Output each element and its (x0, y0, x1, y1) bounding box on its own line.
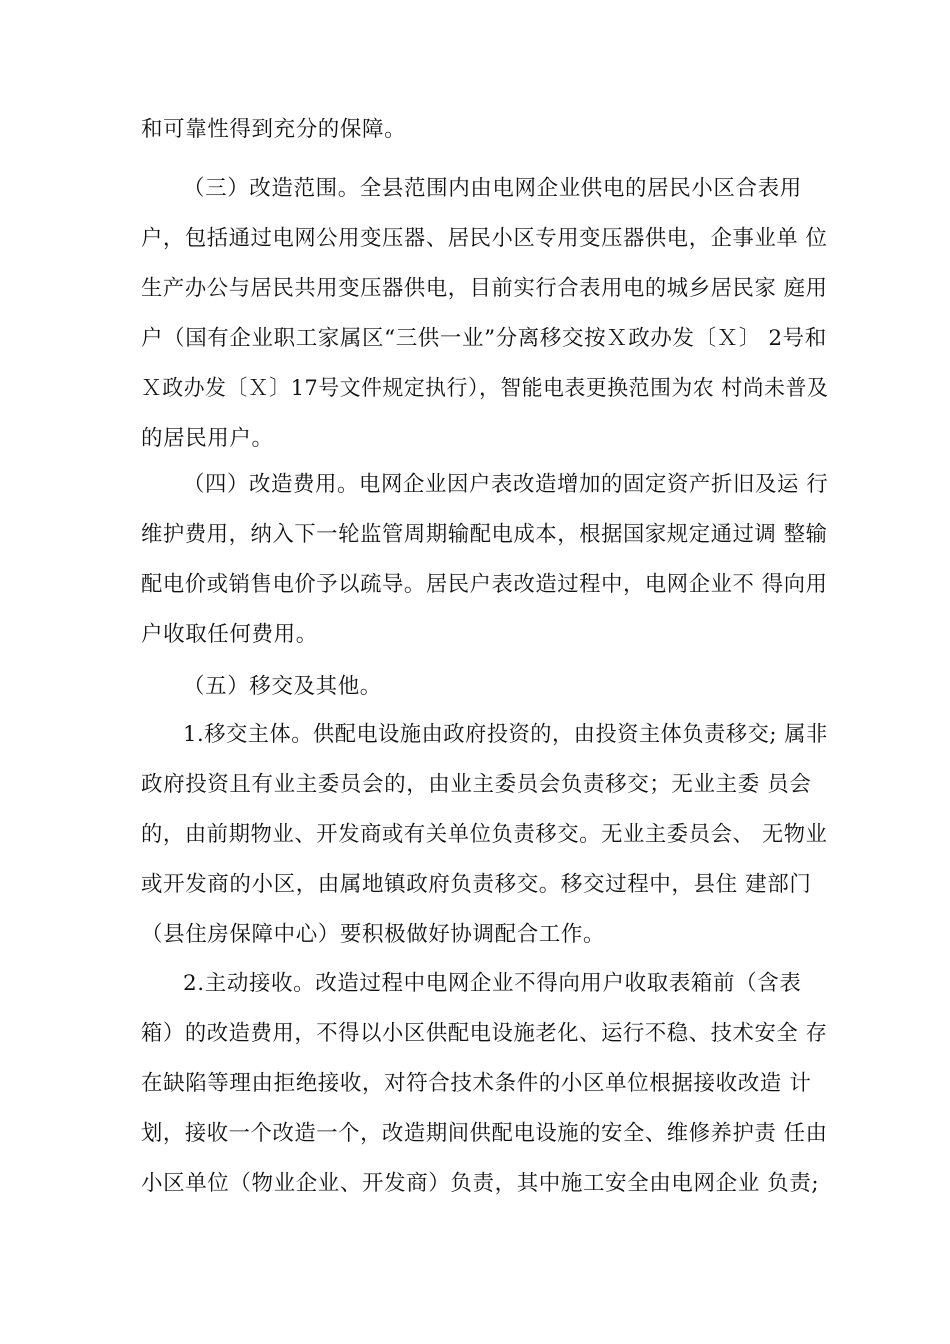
paragraph-line-14: 政府投资且有业主委员会的，由业主委员会负责移交；无业主委 员会 (141, 772, 812, 797)
paragraph-line-7: 的居民用户。 (141, 426, 274, 451)
paragraph-line-5: 户（国有企业职工家属区“三供一业”分离移交按Ｘ政办发〔Ｘ〕 2号和 (141, 326, 827, 351)
paragraph-line-8: （四）改造费用。电网企业因户表改造增加的固定资产折旧及运 行 (183, 472, 829, 497)
paragraph-line-4: 生产办公与居民共用变压器供电，目前实行合表用电的城乡居民家 庭用 (141, 276, 828, 301)
paragraph-line-10: 配电价或销售电价予以疏导。居民户表改造过程中，电网企业不 得向用 (141, 572, 828, 597)
paragraph-line-16: 或开发商的小区，由属地镇政府负责移交。移交过程中，县住 建部门 (141, 872, 812, 897)
paragraph-line-2: （三）改造范围。全县范围内由电网企业供电的居民小区合表用 (183, 176, 802, 201)
paragraph-line-1: 和可靠性得到充分的保障。 (141, 117, 407, 142)
paragraph-line-17: （县住房保障中心）要积极做好协调配合工作。 (141, 922, 606, 947)
paragraph-line-22: 小区单位（物业企业、开发商）负责，其中施工安全由电网企业 负责; (141, 1171, 820, 1196)
paragraph-line-13: 1.移交主体。供配电设施由政府投资的，由投资主体负责移交; 属非 (183, 722, 828, 747)
paragraph-line-11: 户收取任何费用。 (141, 622, 318, 647)
paragraph-line-21: 划，接收一个改造一个，改造期间供配电设施的安全、维修养护责 任由 (141, 1121, 828, 1146)
paragraph-line-18: 2.主动接收。改造过程中电网企业不得向用户收取表箱前（含表 (183, 971, 802, 996)
paragraph-line-12: （五）移交及其他。 (183, 674, 382, 699)
paragraph-line-3: 户，包括通过电网公用变压器、居民小区专用变压器供电，企事业单 位 (141, 226, 828, 251)
paragraph-line-20: 在缺陷等理由拒绝接收，对符合技术条件的小区单位根据接收改造 计 (141, 1071, 812, 1096)
paragraph-line-9: 维护费用，纳入下一轮监管周期输配电成本，根据国家规定通过调 整输 (141, 522, 828, 547)
paragraph-line-19: 箱）的改造费用，不得以小区供配电设施老化、运行不稳、技术安全 存 (141, 1021, 828, 1046)
paragraph-line-6: Ｘ政办发〔Ｘ〕17号文件规定执行），智能电表更换范围为农 村尚未普及 (141, 376, 829, 401)
paragraph-line-15: 的，由前期物业、开发商或有关单位负责移交。无业主委员会、 无物业 (141, 822, 828, 847)
